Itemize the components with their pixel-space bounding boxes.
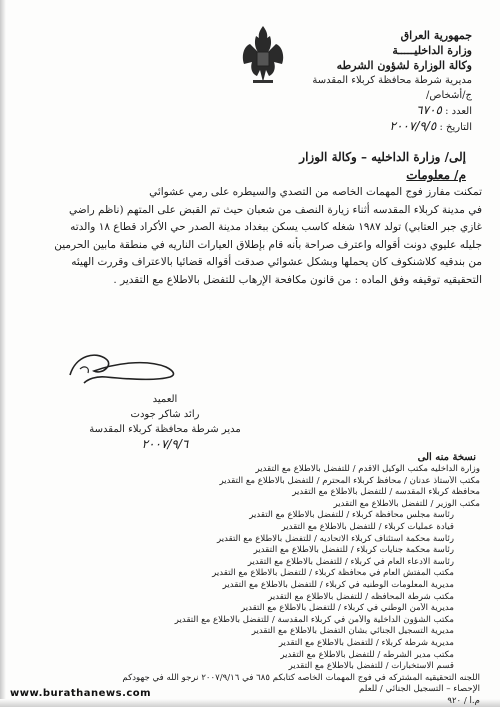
- number-label: العدد :: [445, 106, 472, 117]
- addressee-line: إلى/ وزارة الداخليه – وكالة الوزار: [299, 150, 466, 164]
- signatory-rank: العميد: [152, 394, 178, 405]
- directorate-line: مديرية شرطة محافظة كربلاء المقدسة: [312, 75, 472, 86]
- copy-item: مكتب شرطة المحافظه / للتفضل بالاطلاع مع التقدير: [268, 591, 454, 602]
- handwritten-signature: [66, 345, 186, 389]
- copy-item: قيادة عمليات كربلاء / للتفضل بالاطلاع مع التقدير: [281, 521, 454, 532]
- agency-line: وكالة الوزارة لشؤون الشرطه: [336, 59, 472, 72]
- addressee-block: [166, 148, 466, 184]
- copy-item: م.أ / ٩٢٠: [447, 695, 480, 706]
- copy-item: مديرية شرطة كربلاء / للتفضل بالاطلاع مع التقدير: [278, 637, 454, 648]
- copy-item: رئاسة محكمة استئناف كربلاء الاتحاديه / للتفضل بالاطلاع مع التقدير: [216, 533, 454, 544]
- copy-item: مكتب المفتش العام في محافظة كربلاء / للتفضل بالاطلاع مع التقدير: [212, 568, 454, 579]
- eagle-emblem-icon: [238, 22, 288, 88]
- body-line: في مدينة كربلاء المقدسه أثناء زيارة النصف من شعبان حيث تم القبض على المتهم (ناظم راضي: [68, 203, 482, 216]
- copies-list: [10, 464, 480, 707]
- copy-item: رئاسة محكمة جنايات كربلاء / للتفضل بالاطلاع مع التقدير: [253, 545, 454, 556]
- copy-item: وزارة الداخليه مكتب الوكيل الاقدم / للتفضل بالاطلاع مع التقدير: [255, 464, 480, 474]
- copy-item: رئاسة مجلس محافظة كربلاء / للتفضل بالاطلاع مع التقدير: [249, 510, 454, 521]
- copy-item: مكتب الأستاذ عدنان / محافظ كربلاء المحترم / للتفضل بالاطلاع مع التقدير: [219, 475, 480, 486]
- copy-item: مديرية التسجيل الجنائي بشأن التفضل بالاطلاع مع التقدير: [251, 626, 454, 637]
- body-line: التحقيقيه توقيفه وفق الماده : من قانون مكافحة الإرهاب للتفضل بالاطلاع مع التقدير .: [113, 273, 482, 286]
- number-value: ٦٧٠٥: [416, 103, 442, 117]
- copy-item: مكتب الوزير / للتفضل بالاطلاع مع التقدير: [333, 498, 480, 509]
- copies-heading: نسخة منه الى: [417, 452, 476, 463]
- body-line: تمكنت مفارز فوج المهمات الخاصه من التصدي والسيطره على رمي عشوائي: [149, 186, 482, 198]
- body-line: من بندقيه كلاشنكوف كان يحملها وبشكل عشوائي صدقت أقواله قضائيا بالاعتراف وقررت الهيئه: [71, 256, 482, 268]
- copy-item: اللجنه التحقيقيه المشتركه في فوج المهمات الخاصه كتابكم ٦٨٥ في ٢٠٠٧/٩/١٦ نرجو الله في جهودكم: [122, 672, 480, 683]
- signatory-name: رائد شاكر جودت: [130, 409, 200, 420]
- signatory-title: مدير شرطة محافظة كربلاء المقدسة: [89, 424, 241, 435]
- scan-edge: [0, 0, 6, 707]
- date-label: التاريخ :: [439, 122, 472, 133]
- copy-item: محافظة كربلاء المقدسه / للتفضل بالاطلاع مع التقدير: [292, 487, 480, 498]
- body-line: غازي جبر العتابي) تولد ١٩٨٧ شغله كاسب يسكن ببغداد مدينة الصدر حي الأكراد قطاع ١٨ والدته: [70, 221, 482, 233]
- copy-item: مكتب مدير الشرطه / للتفضل بالاطلاع مع التقدير: [280, 649, 454, 660]
- watermark: www.burathanews.com: [10, 688, 152, 699]
- date-field: [302, 119, 472, 135]
- copy-item: رئاسة الادعاء العام في كربلاء / للتفضل بالاطلاع مع التقدير: [247, 556, 454, 567]
- copy-item: مكتب الشؤون الداخلية والأمن في كربلاء المقدسة / للتفضل بالاطلاع مع التقدير: [174, 614, 454, 625]
- letterhead: [302, 28, 472, 135]
- republic-line: جمهورية العراق: [400, 29, 472, 42]
- signature-date: ٢٠٠٧/٩/٦: [141, 437, 189, 451]
- copy-item: مديرية المعلومات الوطنيه في كربلاء / للتفضل بالاطلاع مع التقدير: [222, 579, 454, 590]
- copy-item: مديرية الأمن الوطني في كربلاء / للتفضل بالاطلاع مع التقدير: [240, 603, 454, 614]
- ministry-line: وزارة الداخليـــــة: [392, 44, 472, 57]
- section-line: ج/أشخاص/: [426, 90, 472, 101]
- date-value: ٢٠٠٧/٩/٥: [389, 119, 437, 133]
- copy-item: الإحصاء – التسجيل الجنائي / للعلم: [359, 684, 480, 695]
- body-line: جليله عليوي دونت أقواله واعترف صراحة بأنه قام بإطلاق العيارات الناريه في منطقة مابين الحرمين: [54, 238, 482, 251]
- letter-body: [18, 184, 482, 289]
- signatory-block: [80, 392, 250, 452]
- copy-item: قسم الاستخبارات / للتفضل بالاطلاع مع التقدير: [288, 661, 454, 672]
- number-field: [302, 103, 472, 119]
- subject-line: م/ معلومات: [406, 168, 466, 182]
